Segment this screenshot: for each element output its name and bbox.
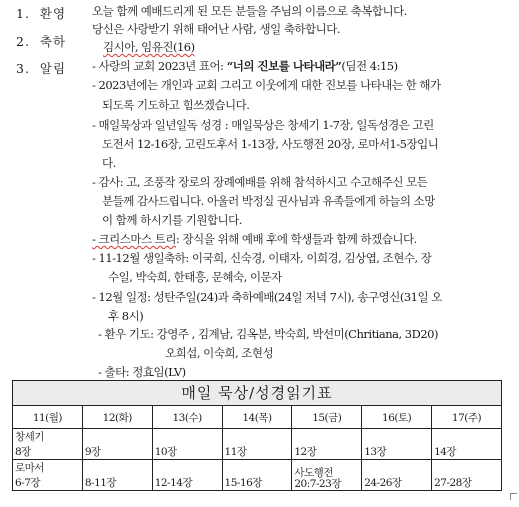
section-title-notices: 알림 <box>39 61 67 76</box>
notice-prayer-line2: 오희섭, 이숙희, 조현성 <box>165 346 274 360</box>
reading-table-title: 매일 묵상/성경읽기표 <box>12 380 502 406</box>
day-header: 14(목) <box>222 406 292 429</box>
section-1-label <box>16 4 66 22</box>
notice-thanks-line2: 분들께 감사드립니다. 아울러 박정실 권사님과 유족들에게 하늘의 소망 <box>102 194 435 208</box>
notice-motto <box>92 58 398 74</box>
notice-motto-text: “너의 진보를 나타내라” <box>226 59 342 73</box>
reading-cell: 로마서 6-7장 <box>13 460 83 491</box>
notice-schedule-line1: - 12월 일정: 성탄주일(24)과 축하예배(24일 저녁 7시), 송구영신(31일 오 <box>92 290 442 304</box>
section-2-label <box>16 32 66 50</box>
reading-cell: 8-11장 <box>82 460 152 491</box>
section-title-welcome: 환영 <box>39 6 67 21</box>
congrats-text: 당신은 사랑받기 위해 태어난 사람, 생일 축하합니다. <box>92 22 341 36</box>
section-number: 1. <box>16 6 30 21</box>
day-header: 12(화) <box>82 406 152 429</box>
reading-cell: 창세기 8장 <box>13 429 83 460</box>
notice-2023-line2: 되도록 기도하고 힘쓰겠습니다. <box>102 98 250 112</box>
reading-cell: 14장 <box>432 429 502 460</box>
notice-birthdays-line1: - 11-12월 생일축하: 이국희, 신숙경, 이태자, 이희경, 김상엽, 조현수, 장 <box>92 251 432 265</box>
notice-motto-prefix: - 사랑의 교회 2023년 표어: <box>92 59 227 73</box>
notice-2023-line1: - 2023년에는 개인과 교회 그리고 이웃에게 대한 진보를 나타내는 한 해가 <box>92 78 441 92</box>
christmas-tree-label: - 크리스마스 트리 <box>92 232 176 246</box>
reading-cell: 27-28장 <box>432 460 502 491</box>
notice-schedule-line2: 후 8시) <box>108 309 144 323</box>
section-number: 2. <box>16 34 30 49</box>
notice-reading-line1: - 매일묵상과 일년일독 성경 : 매일묵상은 창세기 1-7장, 일독성경은 고린 <box>92 118 434 132</box>
reading-cell: 사도행전 20:7-23장 <box>292 460 362 491</box>
day-header: 15(금) <box>292 406 362 429</box>
table-row <box>13 429 502 460</box>
day-header: 13(수) <box>152 406 222 429</box>
reading-cell: 12장 <box>292 429 362 460</box>
table-row <box>13 460 502 491</box>
reading-cell: 24-26장 <box>362 460 432 491</box>
notice-reading-line2: 도전서 12-16장, 고린도후서 1-13장, 사도행전 20장, 로마서1-5장입니 <box>102 137 439 151</box>
section-number: 3. <box>16 61 30 76</box>
notice-reading-line3: 다. <box>102 156 116 170</box>
christmas-tree-text: : 장식을 위해 예배 후에 학생들과 함께 하겠습니다. <box>175 232 417 246</box>
page-corner-mark <box>510 493 517 500</box>
notice-thanks-line3: 이 함께 하시기를 기원합니다. <box>102 213 242 227</box>
notice-motto-ref: (딤전 4:15) <box>341 59 398 73</box>
day-header: 11(월) <box>13 406 83 429</box>
reading-cell: 12-14장 <box>152 460 222 491</box>
birthday-names: 김시아, 임유진(16) <box>103 40 195 54</box>
notice-thanks-line1: - 감사: 고, 조풍작 장로의 장례예배를 위해 참석하시고 수고해주신 모든 <box>92 175 428 189</box>
notice-prayer-line1: - 환우 기도: 강영주 , 김계남, 김옥분, 박숙희, 박선미(Chritiana, 3D20) <box>98 327 438 341</box>
reading-cell: 9장 <box>82 429 152 460</box>
notice-away: - 출타: 정효임(LV) <box>98 365 186 379</box>
reading-cell: 10장 <box>152 429 222 460</box>
reading-table <box>12 405 502 491</box>
reading-cell: 11장 <box>222 429 292 460</box>
notice-birthdays-line2: 수일, 박숙희, 한태흥, 문혜숙, 이문자 <box>108 270 282 284</box>
day-header: 16(토) <box>362 406 432 429</box>
day-header: 17(주) <box>432 406 502 429</box>
welcome-text: 오늘 함께 예배드리게 된 모든 분들을 주님의 이름으로 축복합니다. <box>92 4 407 18</box>
reading-cell: 15-16장 <box>222 460 292 491</box>
section-title-congrats: 축하 <box>39 34 67 49</box>
section-3-label <box>16 59 66 77</box>
notice-christmas-tree <box>92 231 417 247</box>
table-header-row <box>13 406 502 429</box>
reading-cell: 13장 <box>362 429 432 460</box>
